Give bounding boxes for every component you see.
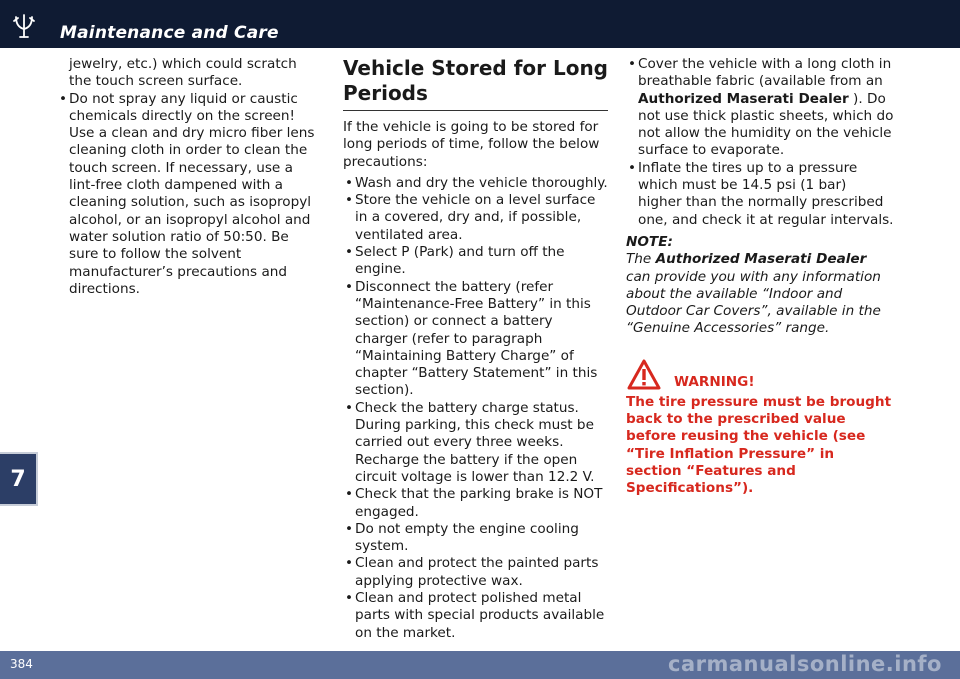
list-item: • Inflate the tires up to a pressure which must be 14.5 psi (1 bar) higher than the normally prescribed one, and check it at regular intervals. bbox=[626, 160, 894, 229]
note-text bbox=[626, 251, 894, 337]
column-3 bbox=[626, 56, 894, 498]
storage-list bbox=[626, 56, 894, 229]
note-dealer-name: Authorized Maserati Dealer bbox=[655, 251, 867, 268]
page-footer bbox=[0, 651, 960, 679]
list-item: • Check that the parking brake is NOT engaged. bbox=[343, 486, 608, 521]
warning-header bbox=[626, 358, 894, 392]
chapter-tab: 7 bbox=[0, 452, 38, 506]
list-item: • Wash and dry the vehicle thoroughly. bbox=[343, 175, 608, 192]
column-2 bbox=[343, 56, 608, 642]
section-title: Vehicle Stored for Long Periods bbox=[343, 56, 608, 111]
continued-text: jewelry, etc.) which could scratch the touch screen surface. bbox=[69, 56, 297, 90]
note-label: NOTE: bbox=[626, 233, 673, 250]
cover-text-end: ). Do not use thick plastic sheets, which do not allow the humidity on the vehicle surface to evaporate. bbox=[638, 90, 894, 159]
bullet-list bbox=[57, 91, 322, 126]
cover-text-start: Cover the vehicle with a long cloth in breathable fabric (available from an bbox=[638, 56, 892, 90]
list-item: • Do not spray any liquid or caustic chemicals directly on the screen! bbox=[57, 91, 322, 126]
intro-paragraph: If the vehicle is going to be stored for long periods of time, follow the below precautions: bbox=[343, 119, 600, 170]
list-item bbox=[626, 56, 894, 160]
list-item: • Clean and protect the painted parts applying protective wax. bbox=[343, 555, 608, 590]
list-item: • Store the vehicle on a level surface in a covered, dry and, if possible, ventilated area. bbox=[343, 192, 608, 244]
trident-logo-icon bbox=[10, 12, 38, 40]
precautions-list bbox=[343, 175, 608, 642]
warning-triangle-icon bbox=[626, 358, 662, 392]
dealer-name: Authorized Maserati Dealer bbox=[638, 90, 849, 107]
section-header-title: Maintenance and Care bbox=[60, 23, 279, 43]
list-item: • Select P (Park) and turn off the engine. bbox=[343, 244, 608, 279]
page-number: 384 bbox=[10, 657, 33, 671]
list-item: • Check the battery charge status. During parking, this check must be carried out every three weeks. Recharge the battery if the open circuit voltage is lower than 12.2 V. bbox=[343, 400, 608, 486]
page-header bbox=[0, 0, 960, 48]
column-1 bbox=[57, 56, 322, 298]
warning-text: The tire pressure must be brought back to the prescribed value before reusing the vehicle (see “Tire Inflation Pressure” in section “Features and Specifications”). bbox=[626, 393, 892, 497]
list-item: • Disconnect the battery (refer “Maintenance-Free Battery” in this section) or connect a battery charger (refer to paragraph “Maintaining Battery Charge” of chapter “Battery Statement” in this section). bbox=[343, 279, 608, 400]
list-item: • Do not empty the engine cooling system. bbox=[343, 521, 608, 556]
cleaning-paragraph: Use a clean and dry micro fiber lens cleaning cloth in order to clean the touch screen. If necessary, use a lint-free cloth dampened with a cleaning solution, such as isopropyl alcohol, or an isopropyl alcohol and water solution ratio of 50:50. Be sure to follow the solvent manufacturer’s precautions and directions. bbox=[69, 125, 315, 297]
list-item: • Clean and protect polished metal parts with special products available on the market. bbox=[343, 590, 608, 642]
note-text-start: The bbox=[626, 251, 652, 268]
warning-title: WARNING! bbox=[674, 374, 755, 391]
note-text-end: can provide you with any information about the available “Indoor and Outdoor Car Covers”, available in the “Genuine Accessories” range. bbox=[626, 268, 881, 337]
watermark: carmanualsonline.info bbox=[668, 652, 942, 676]
